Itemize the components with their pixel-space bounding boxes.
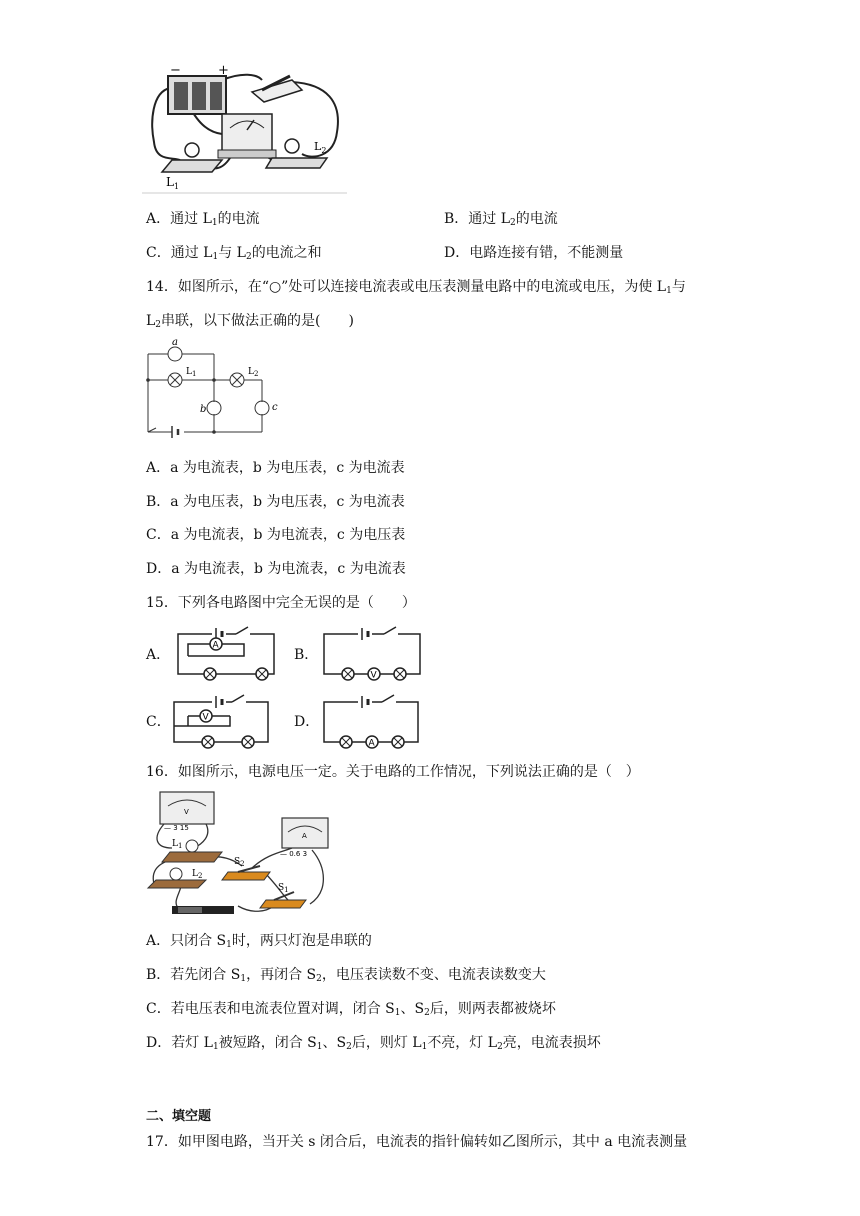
q16-stem: 16．如图所示，电源电压一定。关于电路的工作情况，下列说法正确的是（ ） xyxy=(146,764,640,780)
q14-label-b: b xyxy=(200,404,207,415)
q17-stem: 17．如甲图电路，当开关 s 闭合后，电流表的指针偏转如乙图所示，其中 a 电流表测量 xyxy=(146,1134,688,1150)
q15-option-a-letter[interactable]: A． xyxy=(146,647,171,663)
q15-option-c-letter[interactable]: C． xyxy=(146,714,171,730)
q15-option-c-diagram[interactable] xyxy=(168,690,278,750)
q14-label-L1: $L_1$ xyxy=(186,367,197,378)
q15-option-b-letter[interactable]: B． xyxy=(294,647,319,663)
q16-L1-label: $L_1$ xyxy=(172,839,183,850)
q15-option-d-letter[interactable]: D． xyxy=(294,714,320,730)
q14-label-a: a xyxy=(172,338,178,348)
q13-option-b[interactable]: B．通过 $L_2$的电流 xyxy=(444,211,558,228)
q16-voltmeter-letter: V xyxy=(184,808,189,816)
q16-ammeter-letter: A xyxy=(302,832,307,840)
q16-L2-label: $L_2$ xyxy=(192,869,203,880)
q15-option-b-diagram[interactable] xyxy=(318,622,428,682)
q15-d-meter-label: A xyxy=(368,738,375,749)
q14-circuit-diagram xyxy=(142,338,282,442)
battery-minus-label: − xyxy=(170,63,181,78)
q15-b-meter-label: V xyxy=(370,670,377,681)
q16-S1-label: $S_1$ xyxy=(278,883,289,894)
q14-label-c: c xyxy=(272,402,278,413)
q14-stem-line2: $L_2$串联，以下做法正确的是( ) xyxy=(146,313,354,330)
q16-option-b[interactable]: B．若先闭合 $S_1$，再闭合 $S_2$，电压表读数不变、电流表读数变大 xyxy=(146,967,546,984)
q14-option-a[interactable]: A．a 为电流表，b 为电压表，c 为电流表 xyxy=(146,460,405,476)
q15-option-a-diagram[interactable] xyxy=(172,622,282,682)
q14-option-d[interactable]: D．a 为电流表，b 为电流表，c 为电流表 xyxy=(146,561,406,577)
q16-circuit-figure xyxy=(142,788,342,916)
q14-option-c[interactable]: C．a 为电流表，b 为电流表，c 为电压表 xyxy=(146,527,406,543)
q15-stem: 15．下列各电路图中完全无误的是（ ） xyxy=(146,595,416,611)
q14-option-b[interactable]: B．a 为电压表，b 为电压表，c 为电流表 xyxy=(146,494,405,510)
q16-voltmeter-scale: — 3 15 xyxy=(164,824,189,832)
q16-S2-label: $S_2$ xyxy=(234,857,245,868)
q13-option-d[interactable]: D．电路连接有错，不能测量 xyxy=(444,245,624,261)
q16-option-c[interactable]: C．若电压表和电流表位置对调，闭合 $S_1$、$S_2$后，则两表都被烧坏 xyxy=(146,1001,556,1018)
q14-stem-line1: 14．如图所示，在“○”处可以连接电流表或电压表测量电路中的电流或电压，为使 $L_1$与 xyxy=(146,279,686,296)
q15-c-meter-label: V xyxy=(202,712,209,723)
q15-a-meter-label: A xyxy=(212,640,219,651)
q14-label-L2: $L_2$ xyxy=(248,367,259,378)
q16-ammeter-scale: — 0.6 3 xyxy=(280,850,308,858)
q13-circuit-figure xyxy=(142,62,352,196)
battery-plus-label: + xyxy=(218,63,229,78)
q13-L1-label: $L_1$ xyxy=(166,175,180,191)
q15-option-d-diagram[interactable] xyxy=(318,690,428,750)
q13-option-c[interactable]: C．通过 $L_1$与 $L_2$的电流之和 xyxy=(146,245,322,262)
q13-option-a[interactable]: A．通过 $L_1$的电流 xyxy=(146,211,260,228)
q13-L2-label: $L_2$ xyxy=(314,140,327,155)
section-title-fill-in: 二、填空题 xyxy=(146,1109,212,1124)
q16-option-d[interactable]: D．若灯 $L_1$被短路，闭合 $S_1$、$S_2$后，则灯 $L_1$不亮，灯 $L_2$亮，电流表损坏 xyxy=(146,1035,601,1052)
q16-option-a[interactable]: A．只闭合 $S_1$时，两只灯泡是串联的 xyxy=(146,933,372,950)
